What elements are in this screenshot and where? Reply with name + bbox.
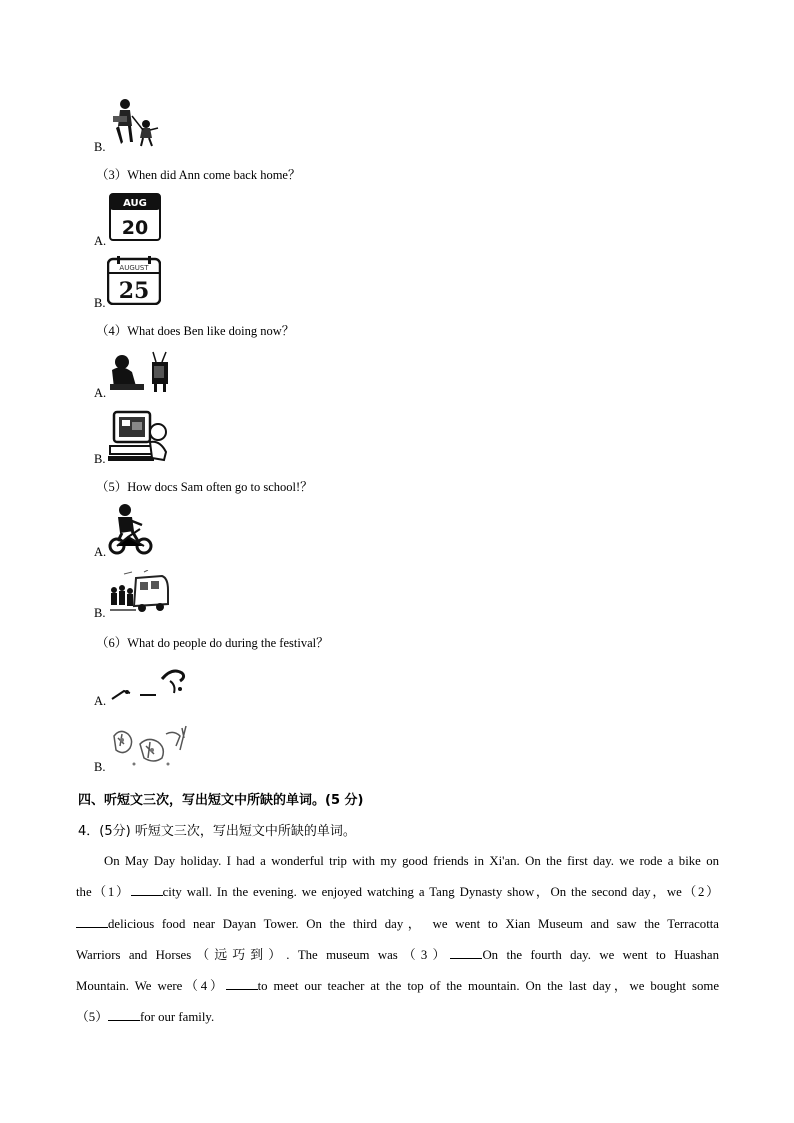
passage-line: （5） for our family.	[76, 1010, 215, 1025]
answer-blank-1[interactable]	[131, 885, 163, 896]
watching-tv-icon	[108, 350, 170, 394]
calendar-day: 20	[121, 217, 149, 239]
passage-line: Mountain. We were（4） to meet our teacher at the top of the mountain. On the last day，we bought some	[76, 979, 719, 994]
calendar-august-25-icon	[107, 255, 161, 305]
calendar-month: AUG	[123, 198, 147, 209]
question-4-heading: 4．(5分) 听短文三次，写出短文中所缺的单词。	[78, 824, 356, 839]
passage-line: delicious food near Dayan Tower. On the third day， we went to Xian Museum and saw the Terracotta	[76, 909, 719, 940]
taking-bus-icon	[110, 570, 170, 616]
question-6: （6）What do people do during the festival？	[96, 636, 329, 650]
answer-blank-4[interactable]	[226, 979, 258, 990]
question-4: （4）What does Ben like doing now？	[96, 324, 295, 338]
woman-with-child-icon	[110, 98, 162, 148]
using-computer-icon	[108, 408, 170, 464]
passage-line: the（1） city wall. In the evening. we enjoyed watching a Tang Dynasty show，On the second day，we（2）	[76, 885, 719, 900]
answer-blank-3[interactable]	[450, 948, 482, 959]
option-label: B.	[94, 606, 106, 620]
lion-dance-icon	[110, 724, 190, 772]
calendar-aug-20-icon	[109, 193, 161, 241]
question-3: （3）When did Ann come back home？	[96, 168, 301, 182]
calendar-day: 25	[118, 278, 150, 304]
answer-blank-5[interactable]	[108, 1010, 140, 1021]
answer-blank-2[interactable]	[76, 917, 108, 928]
option-label: B.	[94, 760, 106, 774]
option-label: A.	[94, 386, 107, 400]
riding-bike-icon	[108, 503, 154, 555]
calendar-month: AUGUST	[119, 264, 149, 272]
passage-line: Warriors and Horses（远巧到）. The museum was（3） On the fourth day. we went to Huashan	[76, 947, 719, 962]
option-label: A.	[94, 694, 107, 708]
dragon-boat-race-icon	[110, 665, 190, 705]
passage	[76, 846, 719, 1034]
option-label: A.	[94, 545, 107, 559]
option-label: B.	[94, 452, 106, 466]
option-label: B.	[94, 140, 106, 154]
section-title: 四、听短文三次，写出短文中所缺的单词。(5 分)	[78, 793, 364, 808]
option-label: A.	[94, 234, 107, 248]
passage-line: On May Day holiday. I had a wonderful trip with my good friends in Xi'an. On the first day. we rode a bike on	[104, 854, 719, 868]
question-5: （5）How docs Sam often go to school!？	[96, 480, 313, 494]
option-label: B.	[94, 296, 106, 310]
